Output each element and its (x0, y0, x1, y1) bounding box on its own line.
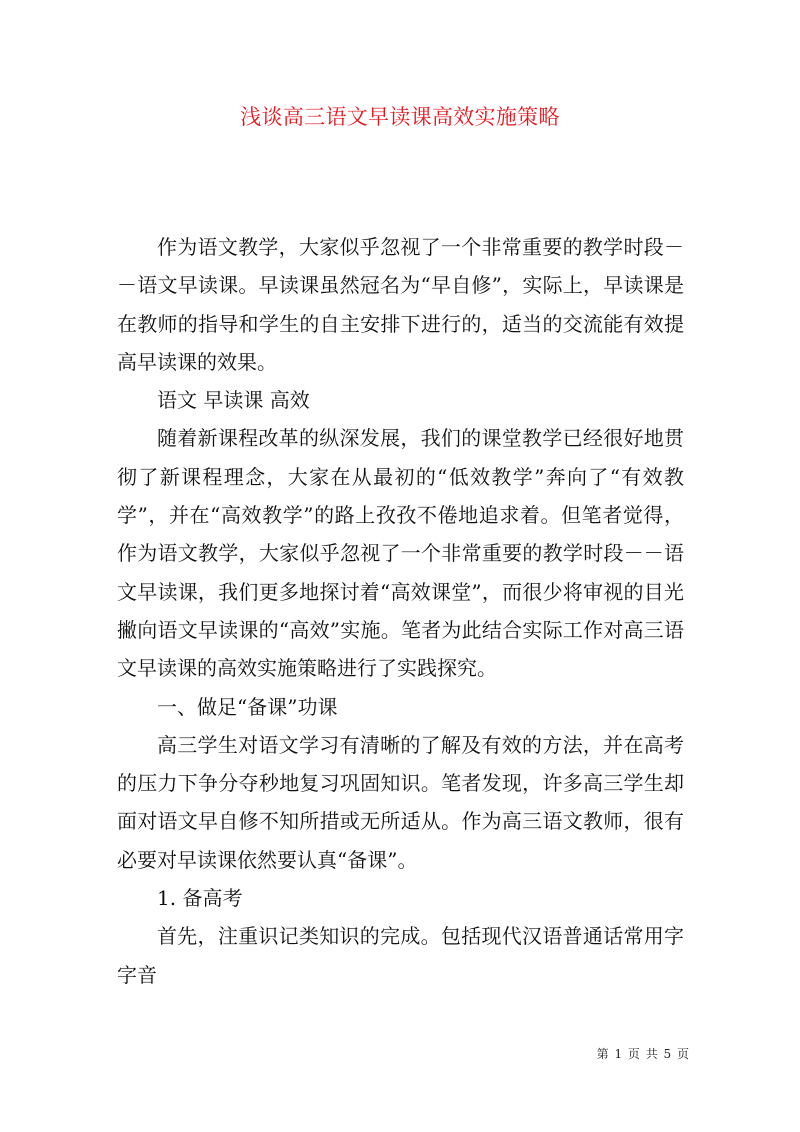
section-heading-1: 一、做足“备课”功课 (157, 694, 338, 719)
paragraph-background: 随着新课程改革的纵深发展，我们的课堂教学已经很好地贯彻了新课程理念，大家在从最初的“低效教学”奔向了“有效教学”，并在“高效教学”的路上孜孜不倦地追求着。但笔者觉得，作为语文教学，大家似乎忽视了一个非常重要的教学时段－－语文早读课，我们更多地探讨着“高效课堂”，而很少将审视的目光撇向语文早读课的“高效”实施。笔者为此结合实际工作对高三语文早读课的高效实施策略进行了实践探究。 (117, 426, 684, 681)
paragraph-section-1: 高三学生对语文学习有清晰的了解及有效的方法，并在高考的压力下争分夺秒地复习巩固知识。笔者发现，许多高三学生却面对语文早自修不知所措或无所适从。作为高三语文教师，很有必要对早读课依然要认真“备课”。 (117, 732, 684, 872)
paragraph-subsection-1: 首先，注重识记类知识的完成。包括现代汉语普通话常用字字音 (117, 924, 684, 987)
page-number-footer: 第 1 页 共 5 页 (596, 1047, 690, 1061)
document-title: 浅谈高三语文早读课高效实施策略 (240, 105, 560, 129)
paragraph-keywords: 语文 早读课 高效 (157, 388, 310, 413)
paragraph-intro: 作为语文教学，大家似乎忽视了一个非常重要的教学时段－－语文早读课。早读课虽然冠名为“早自修”，实际上，早读课是在教师的指导和学生的自主安排下进行的，适当的交流能有效提高早读课的效果。 (117, 235, 684, 374)
subsection-heading-1: 1. 备高考 (157, 886, 243, 911)
document-body (117, 228, 684, 994)
